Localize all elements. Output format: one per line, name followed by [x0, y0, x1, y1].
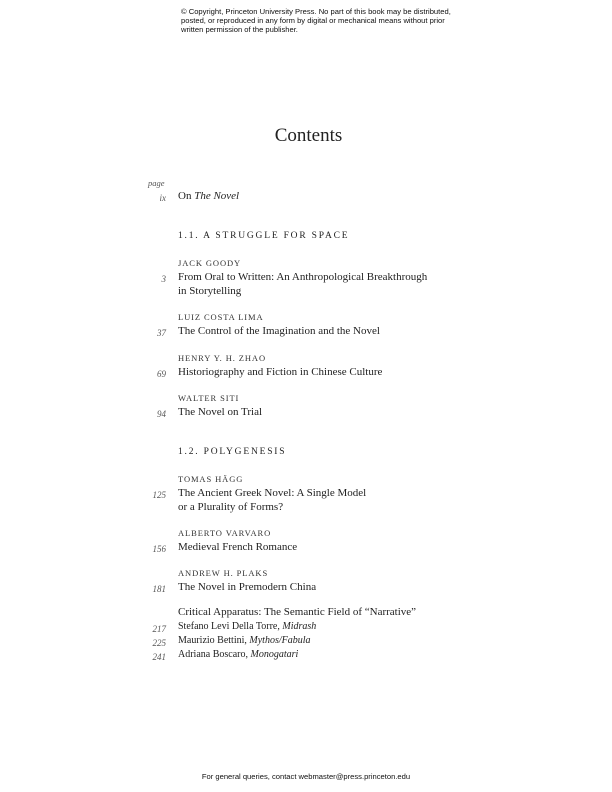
entry-title: Medieval French Romance	[178, 541, 298, 553]
page-number: 156	[152, 544, 166, 554]
entry-title	[178, 189, 458, 203]
entry-author: TOMAS HÄGG	[178, 474, 244, 484]
entry-title: The Control of the Imagination and the Novel	[178, 325, 380, 337]
apparatus-entry	[178, 648, 458, 662]
entry-title-prefix: On	[178, 190, 195, 202]
page-number: 241	[152, 652, 166, 662]
apparatus-author: Adriana Boscaro,	[178, 649, 251, 660]
apparatus-term: Mythos/Fabula	[249, 635, 311, 646]
entry-title-line: in Storytelling	[178, 285, 242, 297]
entry-title-line: The Ancient Greek Novel: A Single Model	[178, 487, 367, 499]
page-number: 125	[152, 490, 166, 500]
apparatus-author: Maurizio Bettini,	[178, 635, 250, 646]
page-column-label: page	[148, 178, 165, 188]
entry-author: ALBERTO VARVARO	[178, 528, 272, 538]
page-number: ix	[159, 193, 166, 203]
apparatus-term: Midrash	[282, 621, 317, 632]
entry-author: ANDREW H. PLAKS	[178, 568, 269, 578]
entry-title	[178, 486, 458, 514]
page-number: 217	[152, 624, 166, 634]
apparatus-heading: Critical Apparatus: The Semantic Field of “Narrative”	[178, 606, 417, 618]
entry-title-line: or a Plurality of Forms?	[178, 501, 284, 513]
page-number: 37	[157, 328, 166, 338]
entry-title: Historiography and Fiction in Chinese Culture	[178, 366, 383, 378]
entry-title-italic: The Novel	[194, 190, 240, 202]
page-number: 225	[152, 638, 166, 648]
page-title: Contents	[274, 125, 343, 146]
footer-contact: For general queries, contact webmaster@press.princeton.edu	[201, 772, 411, 781]
entry-author: JACK GOODY	[178, 258, 242, 268]
apparatus-entry	[178, 620, 458, 634]
entry-author: WALTER SITI	[178, 393, 240, 403]
entry-author: HENRY Y. H. ZHAO	[178, 353, 266, 363]
apparatus-term: Monogatari	[250, 649, 299, 660]
entry-title: The Novel in Premodern China	[178, 581, 317, 593]
section-heading: 1.1. A STRUGGLE FOR SPACE	[178, 231, 350, 241]
entry-author: LUIZ COSTA LIMA	[178, 312, 264, 322]
page-number: 3	[161, 274, 166, 284]
entry-title	[178, 270, 458, 298]
apparatus-author: Stefano Levi Della Torre,	[178, 621, 283, 632]
entry-title: The Novel on Trial	[178, 406, 263, 418]
page-number: 181	[152, 584, 166, 594]
entry-title-line: From Oral to Written: An Anthropological Breakthrough	[178, 271, 428, 283]
apparatus-entry	[178, 634, 458, 648]
page-number: 94	[157, 409, 166, 419]
page-number: 69	[157, 369, 166, 379]
section-heading: 1.2. POLYGENESIS	[178, 447, 287, 457]
copyright-notice: © Copyright, Princeton University Press. No part of this book may be distributed, posted, or reproduced in any form by digital or mechanical means without prior written permission of the publisher.	[181, 7, 451, 34]
